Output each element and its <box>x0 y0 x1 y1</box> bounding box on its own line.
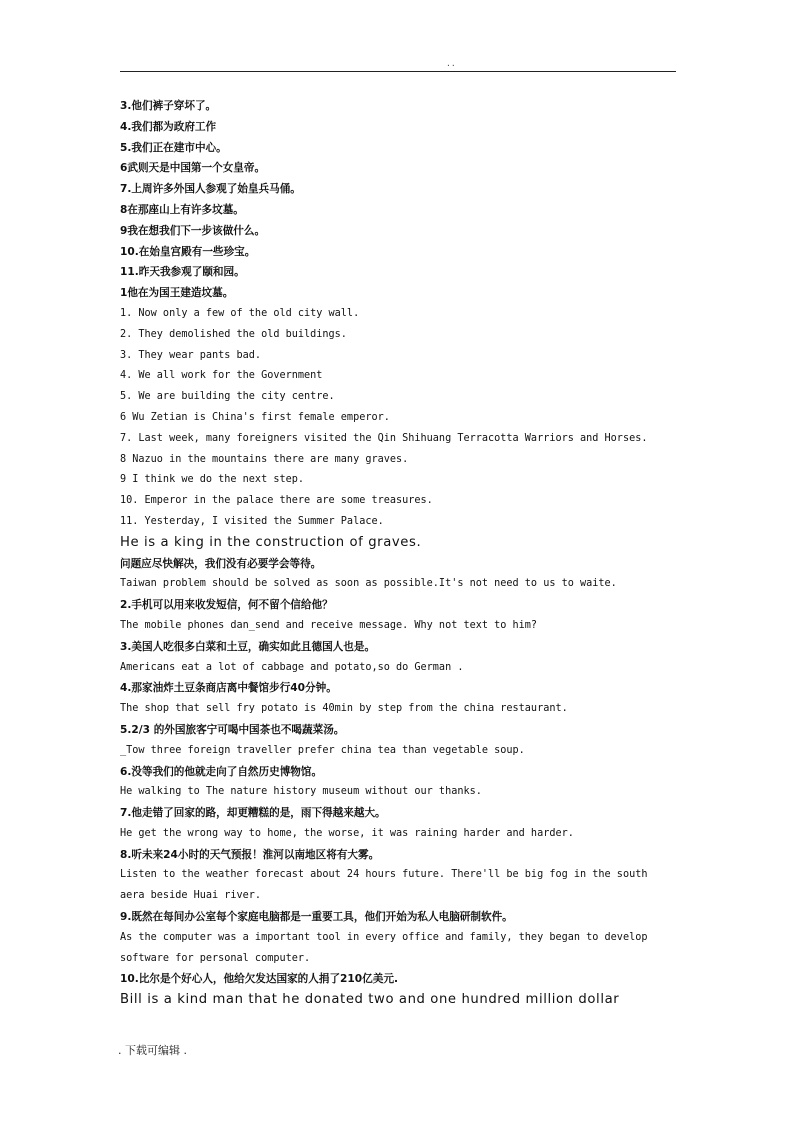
text-line: 6武则天是中国第一个女皇帝。 <box>120 162 266 175</box>
text-line: He walking to The nature history museum without our thanks. <box>120 786 482 798</box>
text-line: 5.我们正在建市中心。 <box>120 141 227 154</box>
text-line: _Tow three foreign traveller prefer china tea than vegetable soup. <box>120 744 525 756</box>
text-line: 2.手机可以用来收发短信，何不留个信给他？ <box>120 599 333 612</box>
text-line: software for personal computer. <box>120 952 311 964</box>
text-line: 4.我们都为政府工作 <box>120 120 217 133</box>
text-line: aera beside Huai river. <box>120 890 262 902</box>
text-line: As the computer was a important tool in every office and family, they began to develop <box>120 931 648 943</box>
text-line: Bill is a kind man that he donated two and one hundred million dollar <box>120 992 620 1008</box>
text-line: 10.在始皇宫殿有一些珍宝。 <box>120 245 256 258</box>
text-line: 1他在为国王建造坟墓。 <box>120 287 234 300</box>
text-line: 7. Last week, many foreigners visited the Qin Shihuang Terracotta Warriors and Horses. <box>120 432 648 444</box>
text-line: He get the wrong way to home, the worse, it was raining harder and harder. <box>120 827 574 839</box>
text-line: 1. Now only a few of the old city wall. <box>120 307 360 319</box>
text-line: 4. We all work for the Government <box>120 370 323 382</box>
text-line: He is a king in the construction of graves. <box>120 534 422 550</box>
text-line: 11.昨天我参观了颐和园。 <box>120 266 245 279</box>
text-line: 6 Wu Zetian is China's first female emperor. <box>120 411 390 423</box>
text-line: 问题应尽快解决，我们没有必要学会等待。 <box>120 557 322 570</box>
text-line: Americans eat a lot of cabbage and potato,so do German . <box>120 661 464 673</box>
text-line: 8.听未来24小时的天气预报！淮河以南地区将有大雾。 <box>120 848 380 861</box>
text-line: 5.2/3 的外国旅客宁可喝中国茶也不喝蔬菜汤。 <box>120 723 345 736</box>
text-line: The shop that sell fry potato is 40min by step from the china restaurant. <box>120 703 568 715</box>
text-line: 8 Nazuo in the mountains there are many graves. <box>120 453 409 465</box>
text-line: 8在那座山上有许多坟墓。 <box>120 203 244 216</box>
text-line: 5. We are building the city centre. <box>120 391 335 403</box>
header-divider <box>120 71 676 72</box>
text-line: 3.他们裤子穿坏了。 <box>120 100 217 112</box>
text-line: 4.那家油炸土豆条商店离中餐馆步行40分钟。 <box>120 682 337 695</box>
text-line: 3. They wear pants bad. <box>120 349 262 361</box>
text-line: 2. They demolished the old buildings. <box>120 328 347 340</box>
text-line: 9 I think we do the next step. <box>120 474 305 486</box>
text-line: The mobile phones dan_send and receive message. Why not text to him? <box>120 619 538 631</box>
text-line: 7.上周许多外国人参观了始皇兵马俑。 <box>120 183 301 196</box>
text-line: 7.他走错了回家的路，却更糟糕的是，雨下得越来越大。 <box>120 807 386 820</box>
header-dots: .. <box>446 59 456 68</box>
text-line: 10.比尔是个好心人，他给欠发达国家的人捐了210亿美元. <box>120 973 398 986</box>
text-line: Listen to the weather forecast about 24 hours future. There'll be big fog in the south <box>120 869 648 881</box>
text-line: 9.既然在每间办公室每个家庭电脑都是一重要工具，他们开始为私人电脑研制软件。 <box>120 911 513 924</box>
document-body <box>120 96 680 1011</box>
text-line: 6.没等我们的他就走向了自然历史博物馆。 <box>120 765 323 778</box>
footer-text: . 下载可编辑 . <box>118 1044 187 1057</box>
text-line: 9我在想我们下一步该做什么。 <box>120 224 266 237</box>
text-line: 3.美国人吃很多白菜和土豆，确实如此且德国人也是。 <box>120 640 376 653</box>
text-line: 11. Yesterday, I visited the Summer Palace. <box>120 515 384 527</box>
text-line: 10. Emperor in the palace there are some treasures. <box>120 495 433 507</box>
text-line: Taiwan problem should be solved as soon as possible.It's not need to us to waite. <box>120 578 617 590</box>
